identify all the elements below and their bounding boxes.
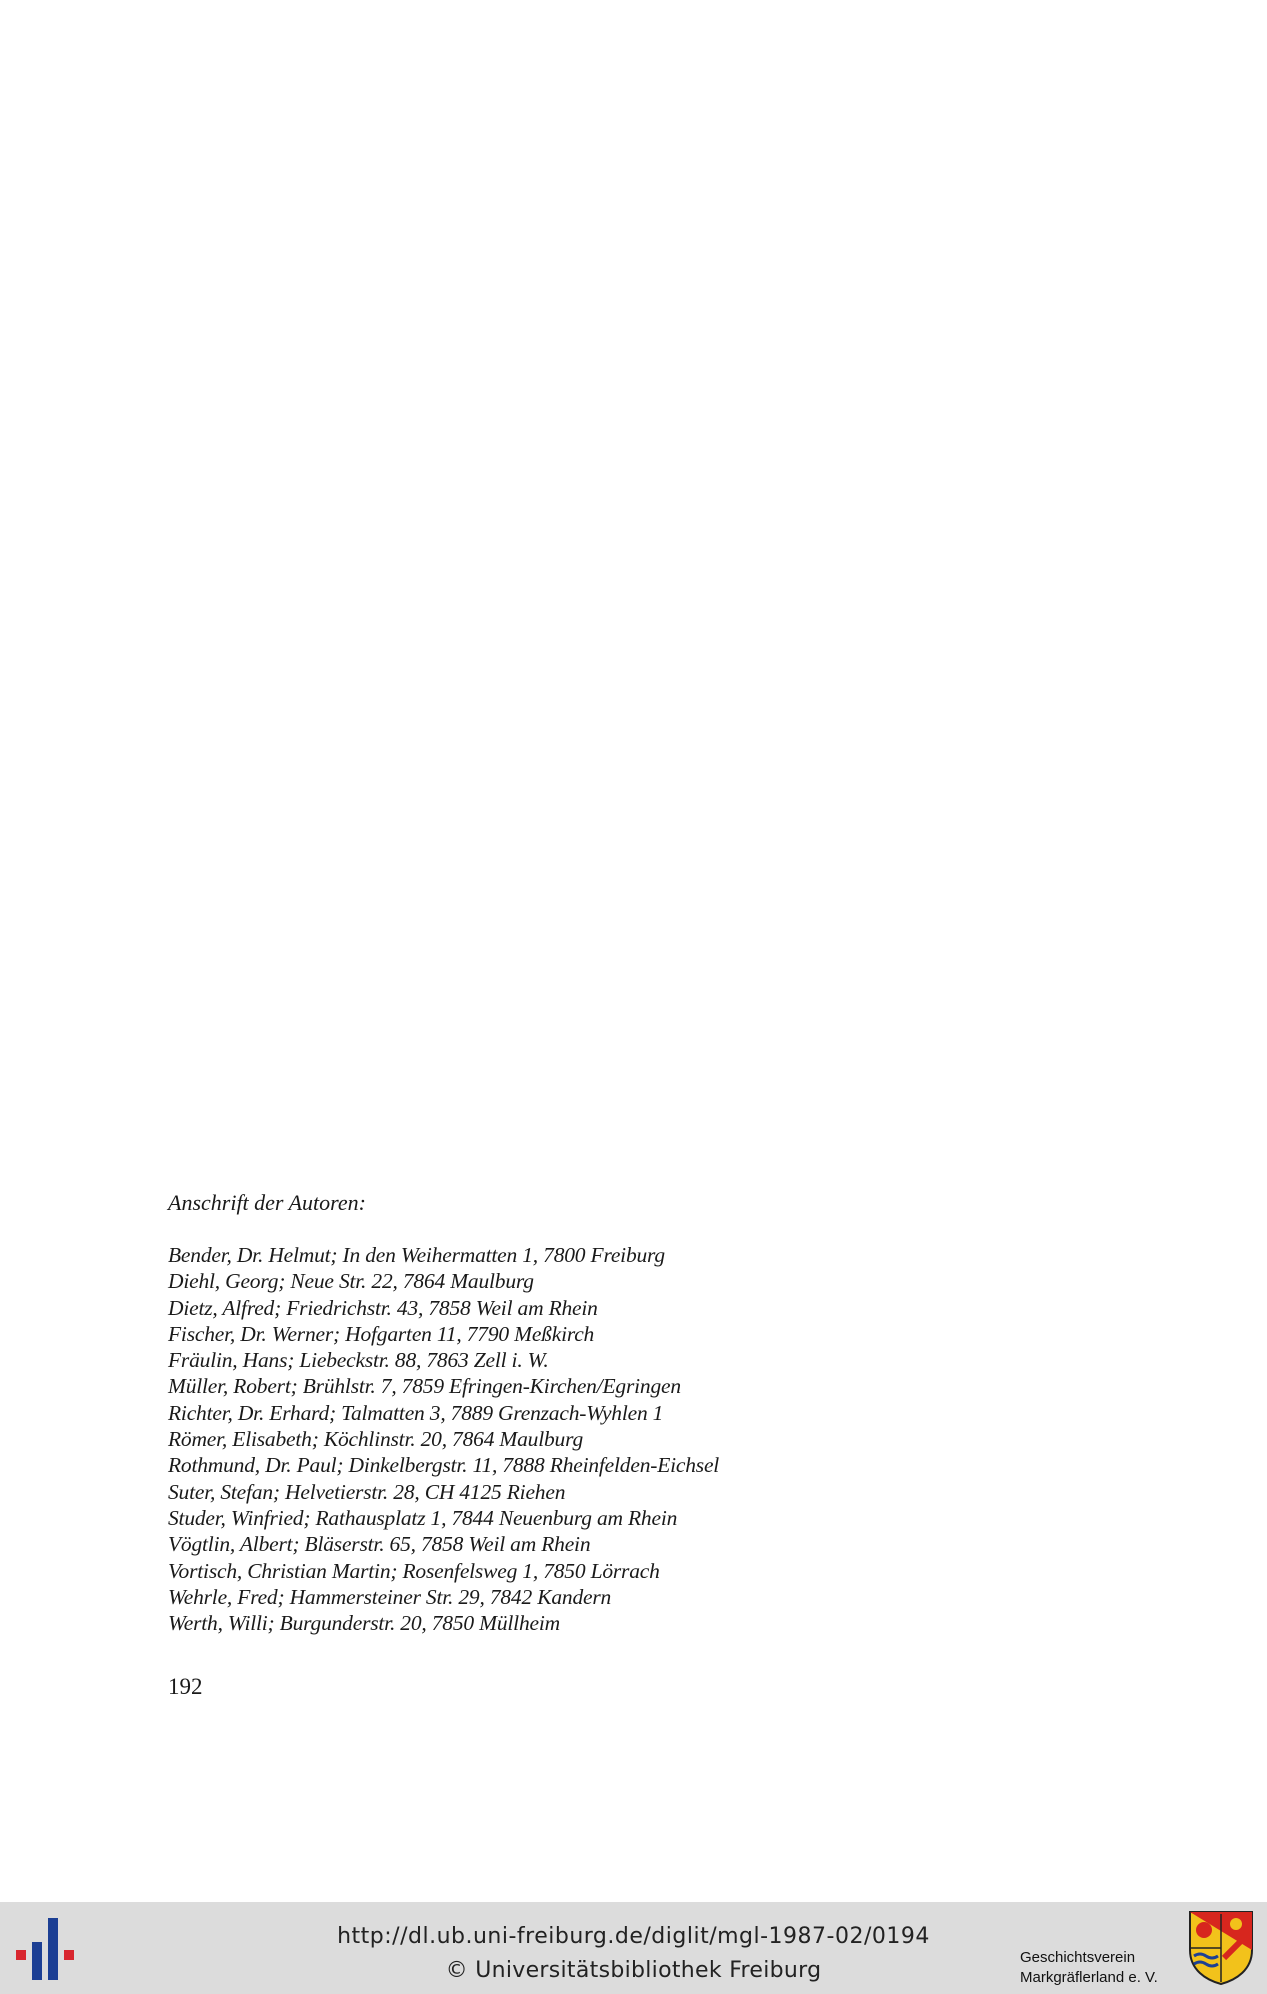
footer-bar xyxy=(0,1902,1267,1994)
author-entry: Fischer, Dr. Werner; Hofgarten 11, 7790 Meßkirch xyxy=(168,1321,595,1346)
author-entry: Müller, Robert; Brühlstr. 7, 7859 Efringen-Kirchen/Egringen xyxy=(168,1374,681,1399)
author-list xyxy=(168,1242,848,1636)
publisher-name xyxy=(1020,1948,1158,1988)
document-url-link[interactable]: http://dl.ub.uni-freiburg.de/diglit/mgl-1987-02/0194 xyxy=(337,1924,930,1949)
author-entry: Vortisch, Christian Martin; Rosenfelsweg 1, 7850 Lörrach xyxy=(168,1558,660,1583)
page-number: 192 xyxy=(168,1674,203,1699)
author-entry: Dietz, Alfred; Friedrichstr. 43, 7858 Weil am Rhein xyxy=(168,1295,598,1320)
author-entry: Wehrle, Fred; Hammersteiner Str. 29, 7842 Kandern xyxy=(168,1584,612,1609)
author-entry: Diehl, Georg; Neue Str. 22, 7864 Maulburg xyxy=(168,1269,534,1294)
author-entry: Fräulin, Hans; Liebeckstr. 88, 7863 Zell i. W. xyxy=(168,1348,549,1373)
author-entry: Bender, Dr. Helmut; In den Weihermatten 1, 7800 Freiburg xyxy=(168,1243,665,1267)
author-entry: Werth, Willi; Burgunderstr. 20, 7850 Müllheim xyxy=(168,1611,560,1636)
author-entry: Richter, Dr. Erhard; Talmatten 3, 7889 Grenzach-Wyhlen 1 xyxy=(168,1400,664,1425)
copyright-notice: © Universitätsbibliothek Freiburg xyxy=(445,1958,822,1983)
publisher-name-line1: Geschichtsverein xyxy=(1020,1949,1136,1966)
author-entry: Rothmund, Dr. Paul; Dinkelbergstr. 11, 7888 Rheinfelden-Eichsel xyxy=(168,1453,720,1478)
author-addresses-heading: Anschrift der Autoren: xyxy=(168,1190,366,1215)
author-entry: Suter, Stefan; Helvetierstr. 28, CH 4125 Riehen xyxy=(168,1479,566,1504)
author-entry: Vögtlin, Albert; Bläserstr. 65, 7858 Weil am Rhein xyxy=(168,1532,591,1557)
author-entry: Römer, Elisabeth; Köchlinstr. 20, 7864 Maulburg xyxy=(168,1427,584,1452)
coat-of-arms-icon xyxy=(1188,1910,1254,1986)
publisher-name-line2: Markgräflerland e. V. xyxy=(1020,1969,1158,1986)
author-entry: Studer, Winfried; Rathausplatz 1, 7844 Neuenburg am Rhein xyxy=(168,1505,678,1530)
author-addresses xyxy=(168,1190,848,1636)
